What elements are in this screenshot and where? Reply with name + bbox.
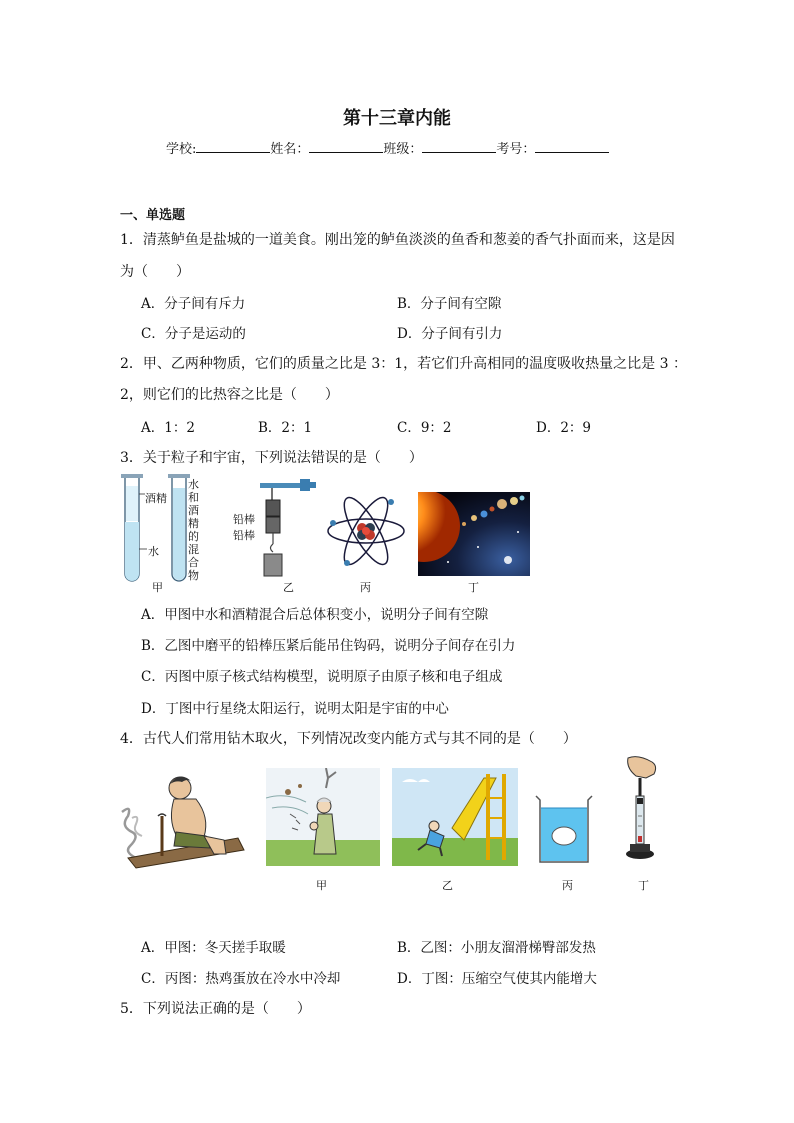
class-blank[interactable]: [422, 140, 496, 153]
q4-option-d[interactable]: D．丁图：压缩空气使其内能增大: [397, 971, 597, 987]
lead-rod-label-2: 铅棒: [233, 529, 255, 542]
q4-figure-jia-rubbing-hands: [266, 768, 380, 866]
fig3-label-bing: 丙: [360, 581, 371, 594]
q3-stem: 3．关于粒子和宇宙，下列说法错误的是（ ）: [120, 450, 423, 466]
q3-figure-bing-atom-model: [325, 490, 407, 572]
water-label: 水: [148, 545, 159, 558]
q3-figure-yi-lead-rods: [258, 478, 320, 582]
q4-option-a[interactable]: A．甲图：冬天搓手取暖: [141, 940, 286, 956]
class-label: 班级：: [383, 142, 423, 157]
q4-option-c[interactable]: C．丙图：热鸡蛋放在冷水中冷却: [141, 971, 341, 987]
fig3-label-jia: 甲: [152, 581, 163, 594]
fig4-label-yi: 乙: [442, 879, 453, 892]
school-label: 学校:: [166, 142, 197, 157]
q2-stem-line1: 2．甲、乙两种物质，它们的质量之比是 3：1，若它们升高相同的温度吸收热量之比是 3 ：: [120, 356, 687, 372]
q1-option-c[interactable]: C．分子是运动的: [141, 326, 246, 342]
student-info-line: [166, 138, 609, 157]
q3-option-b[interactable]: B．乙图中磨平的铅棒压紧后能吊住钩码，说明分子间存在引力: [141, 638, 516, 654]
fig4-label-jia: 甲: [316, 879, 327, 892]
q2-option-d[interactable]: D．2：9: [536, 420, 592, 436]
q1-stem-line1: 1．清蒸鲈鱼是盐城的一道美食。刚出笼的鲈鱼淡淡的鱼香和葱姜的香气扑面而来，这是因: [120, 232, 675, 248]
fig4-label-ding: 丁: [638, 879, 649, 892]
q3-option-c[interactable]: C．丙图中原子核式结构模型，说明原子由原子核和电子组成: [141, 669, 503, 685]
fig3-label-ding: 丁: [468, 581, 479, 594]
q5-stem: 5．下列说法正确的是（ ）: [120, 1001, 311, 1017]
q2-option-b[interactable]: B．2：1: [258, 420, 313, 436]
q4-option-b[interactable]: B．乙图：小朋友溜滑梯臀部发热: [397, 940, 596, 956]
q2-option-c[interactable]: C．9：2: [397, 420, 452, 436]
section-heading: 一、单选题: [120, 208, 186, 223]
page-title: 第十三章内能: [343, 108, 451, 129]
q1-option-a[interactable]: A．分子间有斥力: [141, 296, 246, 312]
alcohol-label: 酒精: [145, 492, 167, 505]
q1-option-b[interactable]: B．分子间有空隙: [397, 296, 502, 312]
q4-figure-drilling-wood-fire: [118, 772, 250, 872]
q2-option-a[interactable]: A．1：2: [141, 420, 195, 436]
q4-figure-ding-air-compression: [618, 756, 662, 864]
id-label: 考号：: [496, 142, 536, 157]
q3-option-a[interactable]: A．甲图中水和酒精混合后总体积变小，说明分子间有空隙: [141, 607, 489, 623]
name-label: 姓名：: [270, 142, 310, 157]
name-blank[interactable]: [309, 140, 383, 153]
q4-figure-bing-beaker-egg: [532, 794, 596, 866]
q3-option-d[interactable]: D．丁图中行星绕太阳运行，说明太阳是宇宙的中心: [141, 701, 449, 717]
lead-rod-label-1: 铅棒: [233, 513, 255, 526]
fig4-label-bing: 丙: [562, 879, 573, 892]
fig3-label-yi: 乙: [283, 581, 294, 594]
q3-figure-ding-solar-system: [418, 492, 530, 576]
q4-figure-yi-slide: [392, 768, 518, 866]
q1-stem-line2: 为（ ）: [120, 264, 190, 280]
q1-option-d[interactable]: D．分子间有引力: [397, 326, 503, 342]
id-blank[interactable]: [535, 140, 609, 153]
q4-stem: 4．古代人们常用钻木取火，下列情况改变内能方式与其不同的是（ ）: [120, 731, 577, 747]
q2-stem-line2: 2，则它们的比热容之比是（ ）: [120, 387, 339, 403]
school-blank[interactable]: [196, 140, 270, 153]
mixture-label: 水和酒精的混合物: [188, 478, 199, 582]
